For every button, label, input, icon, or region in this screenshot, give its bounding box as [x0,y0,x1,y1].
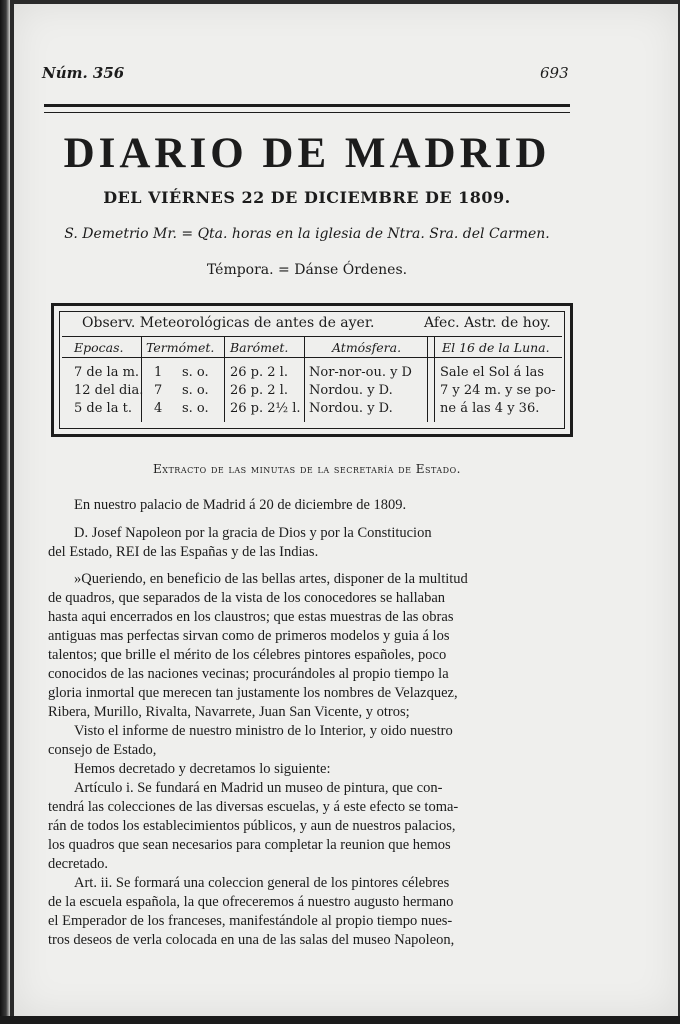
atmosfera-cell: Nor-nor-ou. y D [309,365,412,380]
astro-table-title: Afec. Astr. de hoy. [424,315,551,331]
book-spine-shadow [0,0,10,1024]
epoca-cell: 12 del dia. [74,383,144,398]
atmosfera-cell: Nordou. y D. [309,401,393,416]
text-line: rán de todos los establecimientos públicos, y aun de nuestros palacios, [48,818,456,834]
decree-preamble [48,570,582,950]
newspaper-page [14,4,678,1016]
termometro-unit: s. o. [182,365,209,380]
masthead-title: DIARIO DE MADRID [63,130,551,177]
column-divider [427,336,428,422]
text-line: Artículo i. Se fundará en Madrid un museo de pintura, que con- [74,780,443,796]
saint-of-day-line: S. Demetrio Mr. = Qta. horas en la iglesia de Ntra. Sra. del Carmen. [64,226,550,242]
column-header-epocas: Epocas. [74,340,124,355]
table-rule [62,336,562,337]
column-divider [304,336,305,422]
text-line: de la escuela española, la que ofreceremos á nuestro augusto hermano [48,894,454,910]
page-bottom-edge [0,1016,680,1024]
table-rule [62,357,562,358]
text-line: el Emperador de los franceses, manifestándole al propio tiempo nues- [48,913,453,929]
text-line: Ribera, Murillo, Rivalta, Navarrete, Juan San Vicente, y otros; [48,704,410,720]
text-line: »Queriendo, en beneficio de las bellas artes, disponer de la multitud [74,571,468,587]
text-line: del Estado, REI de las Españas y de las Indias. [48,544,319,560]
text-line: conocidos de las naciones vecinas; procurándoles al propio tiempo la [48,666,449,682]
text-line: consejo de Estado, [48,742,157,758]
text-line: hasta aqui encerrados en los claustros; que estas muestras de las obras [48,609,454,625]
termometro-value: 7 [154,383,163,398]
header-rule [44,104,570,113]
epoca-cell: 5 de la t. [74,401,132,416]
epoca-cell: 7 de la m. [74,365,140,380]
column-divider [434,336,435,422]
luna-line: 7 y 24 m. y se po- [440,383,556,398]
text-line: tros deseos de verla colocada en una de las salas del museo Napoleon, [48,932,455,948]
column-header-atmosfera: Atmósfera. [332,340,402,355]
termometro-value: 1 [154,365,163,380]
termometro-unit: s. o. [182,383,209,398]
text-line: los quadros que sean necesarios para completar la reunion que hemos [48,837,451,853]
section-heading: Extracto de las minutas de la secretaría de Estado. [153,462,461,476]
text-line: Visto el informe de nuestro ministro de lo Interior, y oido nuestro [74,723,453,739]
dateline: DEL VIÉRNES 22 DE DICIEMBRE DE 1809. [103,188,511,207]
termometro-unit: s. o. [182,401,209,416]
text-line: de quadros, que separados de la vista de los conocedores se hallaban [48,590,446,606]
text-line: antiguas mas perfectas sirvan como de primeros modelos y guia á los [48,628,450,644]
text-line: tendrá las colecciones de las diversas escuelas, y á este efecto se toma- [48,799,459,815]
atmosfera-cell: Nordou. y D. [309,383,393,398]
luna-line: ne á las 4 y 36. [440,401,540,416]
column-header-luna: El 16 de la Luna. [442,340,550,355]
place-date-line: En nuestro palacio de Madrid á 20 de diciembre de 1809. [74,497,407,513]
text-line: D. Josef Napoleon por la gracia de Dios y por la Constitucion [74,525,432,541]
column-divider [224,336,225,422]
text-line: Art. ii. Se formará una coleccion general de los pintores célebres [74,875,450,891]
issue-number: Núm. 356 [42,64,125,82]
column-header-termometro: Termómet. [146,340,215,355]
weather-observation-table [51,303,573,437]
termometro-value: 4 [154,401,163,416]
text-line: Hemos decretado y decretamos lo siguiente: [74,761,331,777]
barometro-cell: 26 p. 2 l. [230,365,288,380]
decree-opening [48,524,582,562]
weather-table-title: Observ. Meteorológicas de antes de ayer. [82,315,375,331]
tempora-line: Témpora. = Dánse Órdenes. [206,262,408,278]
column-divider [141,336,142,422]
text-line: talentos; que brille el mérito de los célebres pintores españoles, poco [48,647,447,663]
luna-line: Sale el Sol á las [440,365,545,380]
barometro-cell: 26 p. 2½ l. [230,401,301,416]
column-header-barometro: Barómet. [230,340,289,355]
barometro-cell: 26 p. 2 l. [230,383,288,398]
page-number: 693 [540,64,569,82]
text-line: gloria inmortal que merecen tan justamente los nombres de Velazquez, [48,685,458,701]
text-line: decretado. [48,856,108,872]
